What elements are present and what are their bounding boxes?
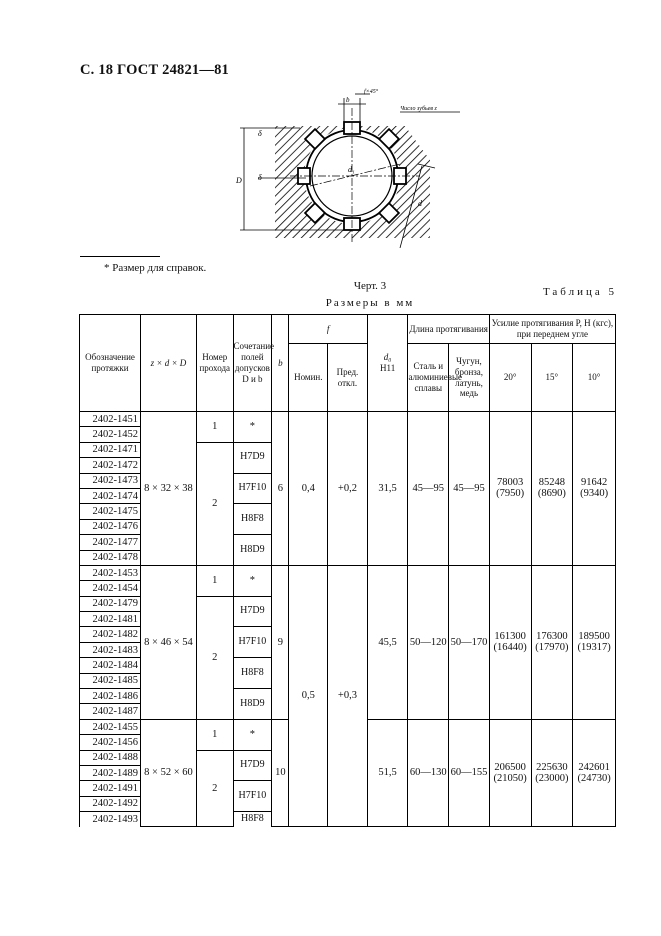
force-10-kgf: (19317) — [577, 642, 611, 654]
cell-pass: 2 — [196, 442, 233, 565]
cell-zdD: 8 × 32 × 38 — [141, 412, 197, 566]
force-15-n: 176300 — [536, 631, 568, 643]
cell-tolerance: H7F10 — [233, 627, 272, 658]
table-row-code: 2402-1453 — [80, 565, 141, 580]
cell-zdD: 8 × 46 × 54 — [141, 565, 197, 719]
table-row-code: 2402-1473 — [80, 473, 141, 488]
cell-f-nom: 0,4 — [289, 412, 328, 566]
cell-tolerance: H7D9 — [233, 442, 272, 473]
header-f-nom: Номин. — [289, 344, 328, 412]
cell-tolerance: H8D9 — [233, 689, 272, 720]
header-b: b — [272, 315, 289, 412]
header-d0 — [367, 315, 408, 412]
cell-tolerance: H8F8 — [233, 812, 272, 827]
force-20-n: 78003 — [497, 477, 524, 489]
header-length-steel: Сталь и алюминиевые сплавы — [408, 344, 449, 412]
force-10-kgf: (24730) — [577, 772, 611, 784]
page-header: С. 18 ГОСТ 24821—81 — [80, 62, 229, 78]
table-row-code: 2402-1487 — [80, 704, 141, 719]
force-15-kgf: (23000) — [535, 772, 569, 784]
cell-d0: 31,5 — [367, 412, 408, 566]
cell-f-nom: 0,5 — [289, 565, 328, 826]
cell-tolerance: H8F8 — [233, 658, 272, 689]
force-20-kgf: (7950) — [496, 488, 525, 500]
header-angle-20: 20° — [489, 344, 531, 412]
cell-f-dev: +0,2 — [328, 412, 368, 566]
figure-caption: Черт. 3 — [353, 280, 387, 292]
table-row-code: 2402-1472 — [80, 458, 141, 473]
cell-force-10 — [573, 412, 616, 566]
table-5 — [79, 314, 616, 827]
force-20-kgf: (21050) — [493, 772, 527, 784]
cell-force-20 — [489, 565, 531, 719]
force-20-n: 206500 — [494, 761, 526, 773]
table-row-code: 2402-1456 — [80, 735, 141, 750]
table-row-code: 2402-1455 — [80, 719, 141, 734]
cell-zdD: 8 × 52 × 60 — [141, 719, 197, 826]
cell-tolerance: H7F10 — [233, 781, 272, 812]
cell-pass: 1 — [196, 412, 233, 443]
header-d0-symbol: d₀ — [383, 352, 392, 363]
force-10-kgf: (9340) — [580, 488, 609, 500]
cell-length-steel: 60—130 — [408, 719, 449, 826]
table-row-code: 2402-1485 — [80, 673, 141, 688]
table-row-code: 2402-1492 — [80, 796, 141, 811]
cell-pass: 2 — [196, 750, 233, 826]
cell-length-steel: 45—95 — [408, 412, 449, 566]
header-angle-15: 15° — [531, 344, 573, 412]
force-20-kgf: (16440) — [493, 642, 527, 654]
cell-length-cast: 50—170 — [449, 565, 490, 719]
header-length: Длина протягивания — [408, 315, 489, 344]
header-force: Усилие протягивания P, Н (кгс), при переднем угле — [489, 315, 615, 344]
cell-force-15 — [531, 412, 573, 566]
table-row-code: 2402-1454 — [80, 581, 141, 596]
cell-f-dev: +0,3 — [328, 565, 368, 826]
dim-label-f: f×45° — [364, 89, 379, 95]
cell-tolerance: H7F10 — [233, 473, 272, 504]
cell-force-10 — [573, 719, 616, 826]
cell-b: 6 — [272, 412, 289, 566]
table-row-code: 2402-1489 — [80, 765, 141, 780]
header-length-cast: Чугун, бронза, латунь, медь — [449, 344, 490, 412]
table-row-code: 2402-1471 — [80, 442, 141, 457]
dim-label-z: Число зубьев z — [400, 106, 437, 112]
dim-label-D: D — [236, 176, 242, 185]
header-f-dev: Пред. откл. — [328, 344, 368, 412]
table-row-code: 2402-1478 — [80, 550, 141, 565]
force-15-n: 85248 — [538, 477, 565, 489]
cell-tolerance: * — [233, 719, 272, 750]
table-row-code: 2402-1452 — [80, 427, 141, 442]
dim-label-a2: δ — [258, 173, 262, 182]
table-row-code: 2402-1491 — [80, 781, 141, 796]
dim-label-d: d — [418, 199, 422, 208]
cell-pass: 1 — [196, 719, 233, 750]
table-row-code: 2402-1477 — [80, 535, 141, 550]
dim-label-a1: δ — [258, 129, 262, 138]
dim-label-b: b — [346, 96, 350, 104]
cell-tolerance: * — [233, 412, 272, 443]
footnote: * Размер для справок. — [104, 262, 207, 274]
table-row-code: 2402-1474 — [80, 488, 141, 503]
header-d0-tolerance: H11 — [380, 363, 396, 373]
force-10-n: 242601 — [578, 761, 610, 773]
table-row-code: 2402-1479 — [80, 596, 141, 611]
cell-tolerance: H8F8 — [233, 504, 272, 535]
cell-b: 10 — [272, 719, 289, 826]
cell-length-steel: 50—120 — [408, 565, 449, 719]
table-row-code: 2402-1481 — [80, 612, 141, 627]
cell-force-20 — [489, 719, 531, 826]
cell-force-10 — [573, 565, 616, 719]
cell-tolerance: H7D9 — [233, 750, 272, 781]
table-row-code: 2402-1493 — [80, 812, 141, 827]
cell-tolerance: H7D9 — [233, 596, 272, 627]
cell-length-cast: 60—155 — [449, 719, 490, 826]
table-row-code: 2402-1483 — [80, 642, 141, 657]
cell-pass: 2 — [196, 596, 233, 719]
table-label: Таблица 5 — [542, 286, 617, 298]
table-row-code: 2402-1484 — [80, 658, 141, 673]
table-row-code: 2402-1488 — [80, 750, 141, 765]
table-row-code: 2402-1451 — [80, 412, 141, 427]
table-row-code: 2402-1486 — [80, 689, 141, 704]
cell-tolerance: H8D9 — [233, 535, 272, 566]
table-row-code: 2402-1476 — [80, 519, 141, 534]
force-10-n: 189500 — [578, 631, 610, 643]
cell-tolerance: * — [233, 565, 272, 596]
force-15-n: 225630 — [536, 761, 568, 773]
header-pass-number: Номер прохода — [196, 315, 233, 412]
header-zdD: z × d × D — [141, 315, 197, 412]
table-row-code: 2402-1482 — [80, 627, 141, 642]
cell-force-15 — [531, 719, 573, 826]
cell-force-20 — [489, 412, 531, 566]
cell-pass: 1 — [196, 565, 233, 596]
table-row-code: 2402-1475 — [80, 504, 141, 519]
cell-d0: 51,5 — [367, 719, 408, 826]
cell-length-cast: 45—95 — [449, 412, 490, 566]
cell-d0: 45,5 — [367, 565, 408, 719]
header-designation: Обозначение протяжки — [80, 315, 141, 412]
footnote-rule — [80, 256, 160, 257]
force-20-n: 161300 — [494, 631, 526, 643]
force-10-n: 91642 — [580, 477, 608, 489]
force-15-kgf: (8690) — [537, 488, 566, 500]
header-f: f — [289, 315, 367, 344]
cell-b: 9 — [272, 565, 289, 719]
force-15-kgf: (17970) — [535, 642, 569, 654]
header-tolerance-fields: Сочетание полей допусков D и b — [233, 315, 272, 412]
dim-label-d1: d₁ — [348, 165, 355, 174]
cell-force-15 — [531, 565, 573, 719]
header-angle-10: 10° — [573, 344, 616, 412]
sizes-label: Размеры в мм — [325, 297, 415, 309]
broach-cross-section-drawing — [230, 88, 460, 248]
